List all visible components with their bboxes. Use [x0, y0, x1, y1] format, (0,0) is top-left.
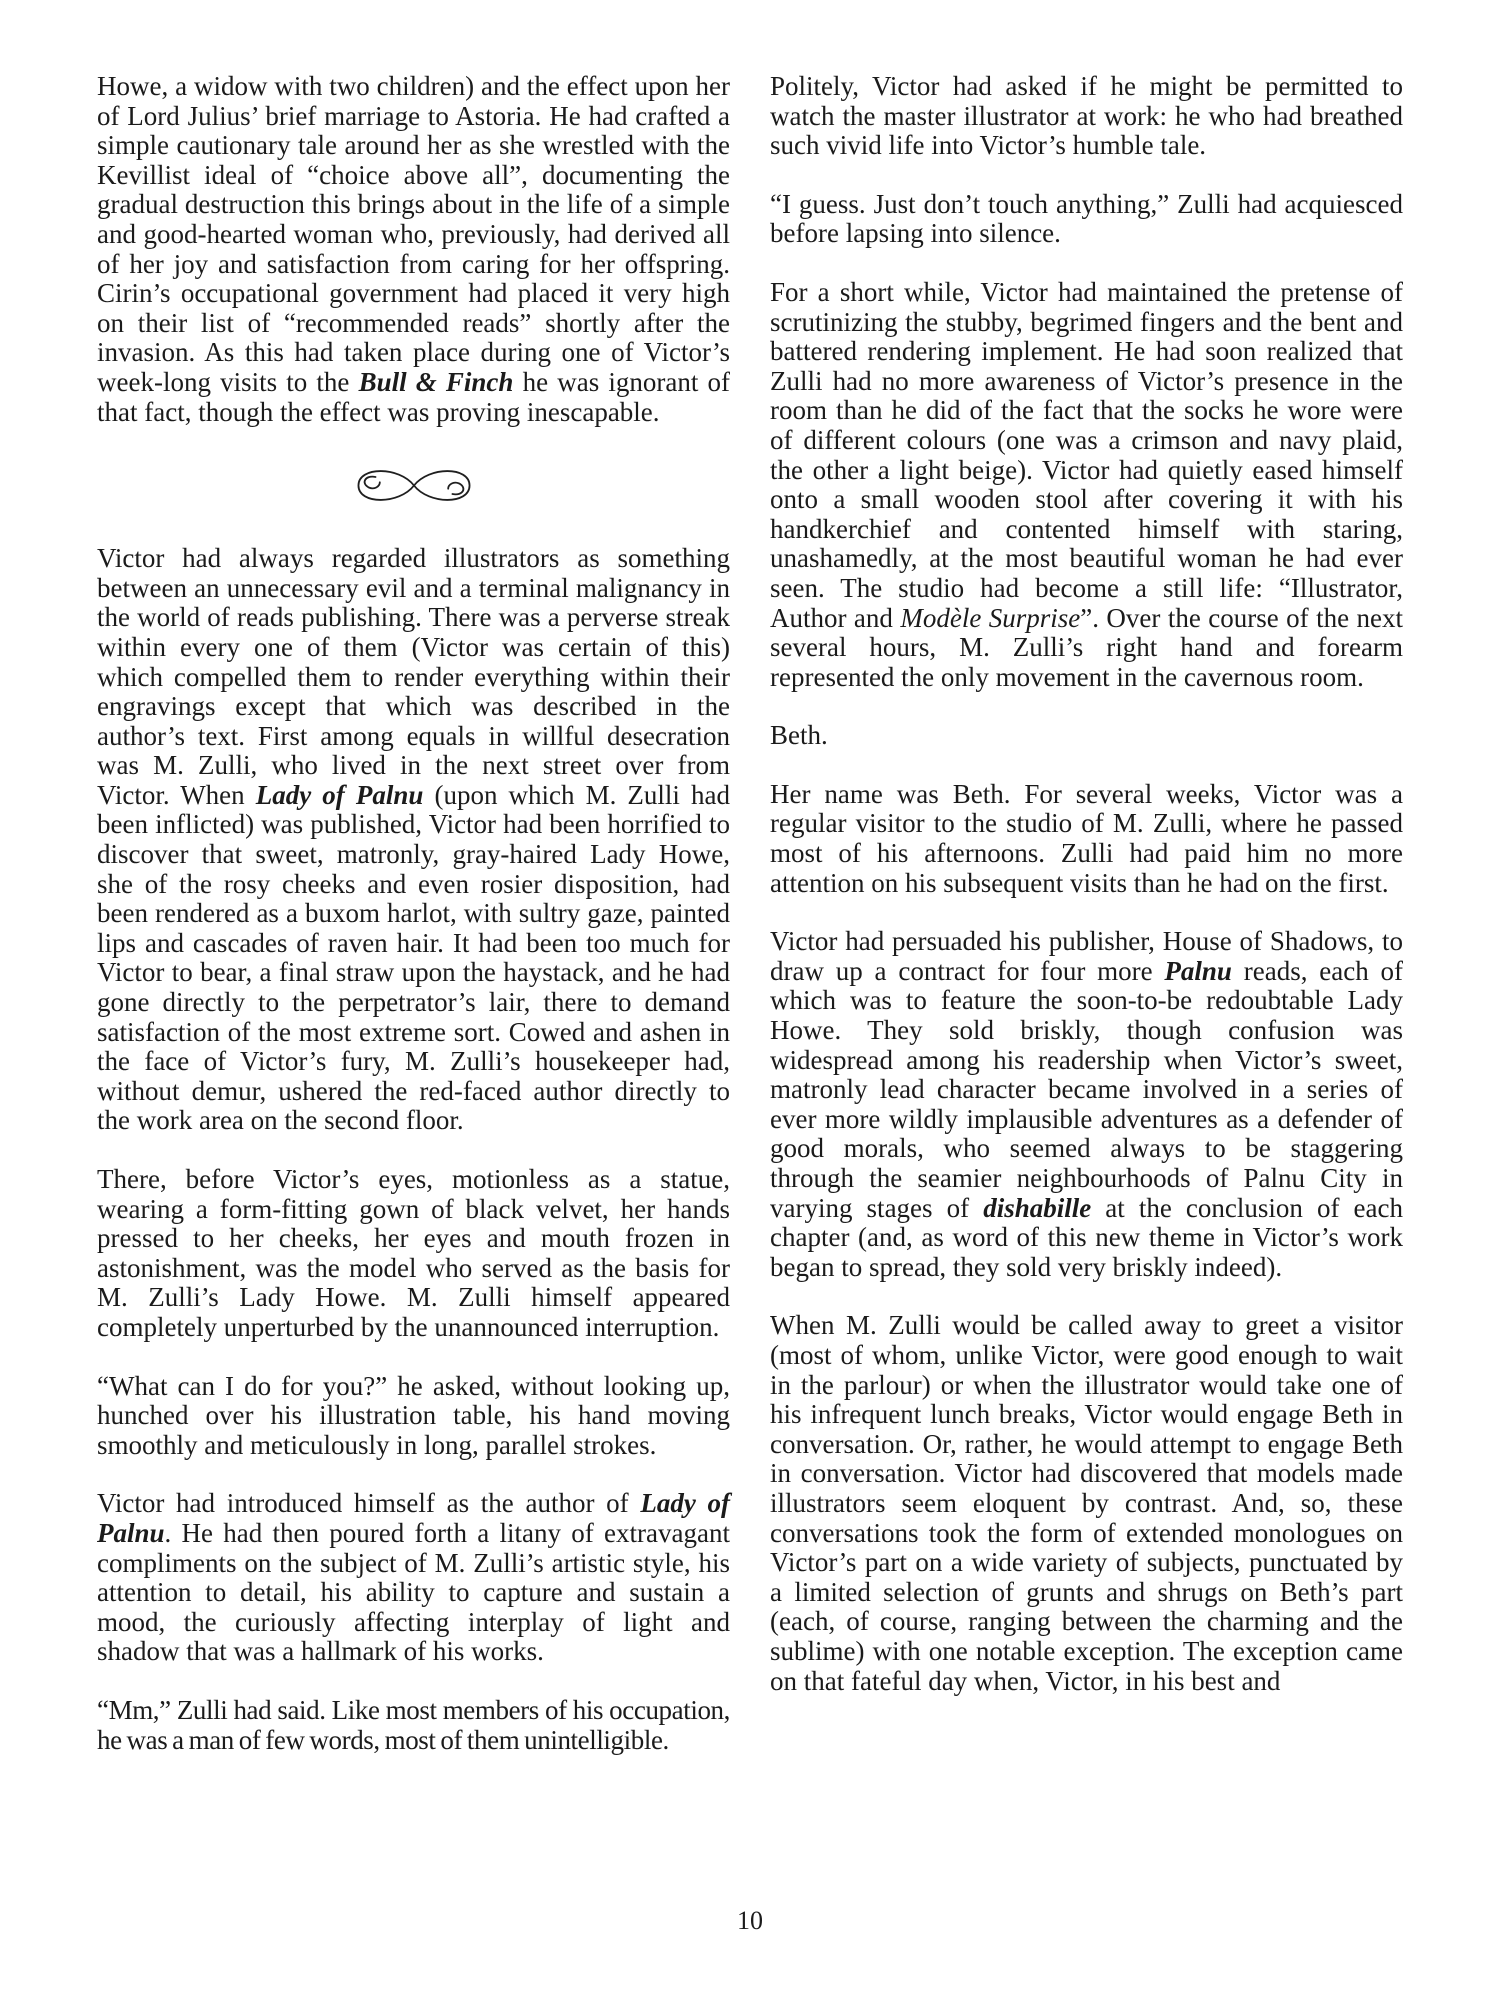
- paragraph: [770, 780, 1403, 898]
- text-run: Beth.: [770, 720, 828, 751]
- paragraph: [770, 278, 1403, 692]
- text-run: Politely, Victor had asked if he might be permitted to watch the master illustrator at work: he who had breathed such vivid life into Victor’s humble tale.: [770, 71, 1403, 161]
- page-number: 10: [737, 1906, 763, 1935]
- text-run: . He had then poured forth a litany of extravagant compliments on the subject of M. Zulli’s artistic style, his attention to detail, his ability to capture and sustain a mood, the curiously affecting interplay of light and shadow that was a hallmark of his works.: [97, 1517, 730, 1667]
- text-run: “I guess. Just don’t touch anything,” Zulli had acquiesced before lapsing into silence.: [770, 188, 1403, 249]
- right-column: [770, 72, 1403, 1784]
- text-run: Bull & Finch: [358, 366, 514, 397]
- text-run: (upon which M. Zulli had been inflicted) was published, Victor had been horrified to discover that sweet, matronly, gray-haired Lady Howe, she of the rosy cheeks and even rosier disposition, had been rendered as a buxom harlot, with sultry gaze, painted lips and cascades of raven hair. It had been too much for Victor to bear, a final straw upon the haystack, and he had gone directly to the perpetrator’s lair, there to demand satisfaction of the most extreme sort. Cowed and ashen in the face of Victor’s fury, M. Zulli’s housekeeper had, without demur, ushered the red-faced author directly to the work area on the second floor.: [97, 779, 730, 1136]
- text-run: Her name was Beth. For several weeks, Victor was a regular visitor to the studio of M. Zulli, where he passed most of his afternoons. Zulli had paid him no more attention on his subsequent visits than he had on the first.: [770, 778, 1403, 898]
- left-column: [97, 72, 730, 1784]
- text-run: Howe, a widow with two children) and the effect upon her of Lord Julius’ brief marriage to Astoria. He had crafted a simple cautionary tale around her as she wrestled with the Kevillist ideal of “choice above all”, documenting the gradual destruction this brings about in the life of a simple and good-hearted woman who, previously, had derived all of her joy and satisfaction from caring for her offspring. Cirin’s occupational government had placed it very high on their list of “recommended reads” shortly after the invasion. As this had taken place during one of Victor’s week-long visits to the: [97, 71, 730, 397]
- paragraph: [97, 1696, 730, 1755]
- text-run: dishabille: [983, 1192, 1092, 1223]
- paragraph: [770, 72, 1403, 161]
- paragraph: [770, 927, 1403, 1282]
- paragraph: [97, 72, 730, 427]
- text-run: at the conclusion of each chapter (and, as word of this new theme in Victor’s work began to spread, they sold very briskly indeed).: [770, 1192, 1403, 1282]
- text-run: For a short while, Victor had maintained the pretense of scrutinizing the stubby, begrimed fingers and the bent and battered rendering implement. He had soon realized that Zulli had no more awareness of Victor’s presence in the room than he did of the fact that the socks he wore were of different colours (one was a crimson and navy plaid, the other a light beige). Victor had quietly eased himself onto a small wooden stool after covering it with his handkerchief and contented himself with staring, unashamedly, at the most beautiful woman he had ever seen. The studio had become a still life: “Illustrator, Author and: [770, 276, 1403, 633]
- text-run: Victor had introduced himself as the author of: [97, 1488, 641, 1519]
- text-run: ”. Over the course of the next several hours, M. Zulli’s right hand and forearm represented the only movement in the cavernous room.: [770, 602, 1404, 692]
- paragraph: [97, 1372, 730, 1461]
- text-run: “Mm,” Zulli had said. Like most members of his occupation, he was a man of few words, most of them unintelligible.: [97, 1694, 730, 1755]
- text-run: he was ignorant of that fact, though the effect was proving inescapable.: [97, 366, 730, 427]
- paragraph: [97, 1165, 730, 1343]
- paragraph: [770, 1311, 1403, 1696]
- text-run: reads, each of which was to feature the soon-to-be redoubtable Lady Howe. They sold briskly, though confusion was widespread among his readership when Victor’s sweet, matronly lead character became involved in a series of ever more wildly implausible adventures as a defender of good morals, who seemed always to be staggering through the seamier neighbourhoods of Palnu City in varying stages of: [770, 955, 1403, 1223]
- text-run: When M. Zulli would be called away to greet a visitor (most of whom, unlike Victor, were good enough to wait in the parlour) or when the illustrator would take one of his infrequent lunch breaks, Victor would engage Beth in conversation. Or, rather, he would attempt to engage Beth in conversation. Victor had discovered that models made illustrators seem eloquent by contrast. And, so, these conversations took the form of extended monologues on Victor’s part on a wide variety of subjects, punctuated by a limited selection of grunts and shrugs on Beth’s part (each, of course, ranging between the charming and the sublime) with one notable exception. The exception came on that fateful day when, Victor, in his best and: [770, 1310, 1403, 1696]
- text-run: There, before Victor’s eyes, motionless as a statue, wearing a form-fitting gown of black velvet, her hands pressed to her cheeks, her eyes and mouth frozen in astonishment, was the model who served as the basis for M. Zulli’s Lady Howe. M. Zulli himself appeared completely unperturbed by the unannounced interruption.: [97, 1164, 730, 1342]
- infinity-flourish-icon: [339, 462, 489, 509]
- text-run: Victor had always regarded illustrators as something between an unnecessary evil and a terminal malignancy in the world of reads publishing. There was a perverse streak within every one of them (Victor was certain of this) which compelled them to render everything within their engravings except that which was described in the author’s text. First among equals in willful desecration was M. Zulli, who lived in the next street over from Victor. When: [97, 543, 730, 810]
- section-break-ornament: [97, 456, 730, 514]
- text-run: Lady of Palnu: [255, 779, 424, 810]
- text-run: “What can I do for you?” he asked, without looking up, hunched over his illustration table, his hand moving smoothly and meticulously in long, parallel strokes.: [97, 1370, 730, 1460]
- paragraph: [770, 190, 1403, 249]
- text-run: Lady of Palnu: [97, 1488, 731, 1548]
- text-columns: [97, 72, 1403, 1784]
- paragraph: [97, 544, 730, 1136]
- paragraph: [770, 721, 1403, 751]
- text-run: Palnu: [1164, 955, 1232, 986]
- paragraph: [97, 1489, 730, 1667]
- text-run: Modèle Surprise: [900, 602, 1081, 633]
- text-run: Victor had persuaded his publisher, House of Shadows, to draw up a contract for four more: [770, 926, 1403, 986]
